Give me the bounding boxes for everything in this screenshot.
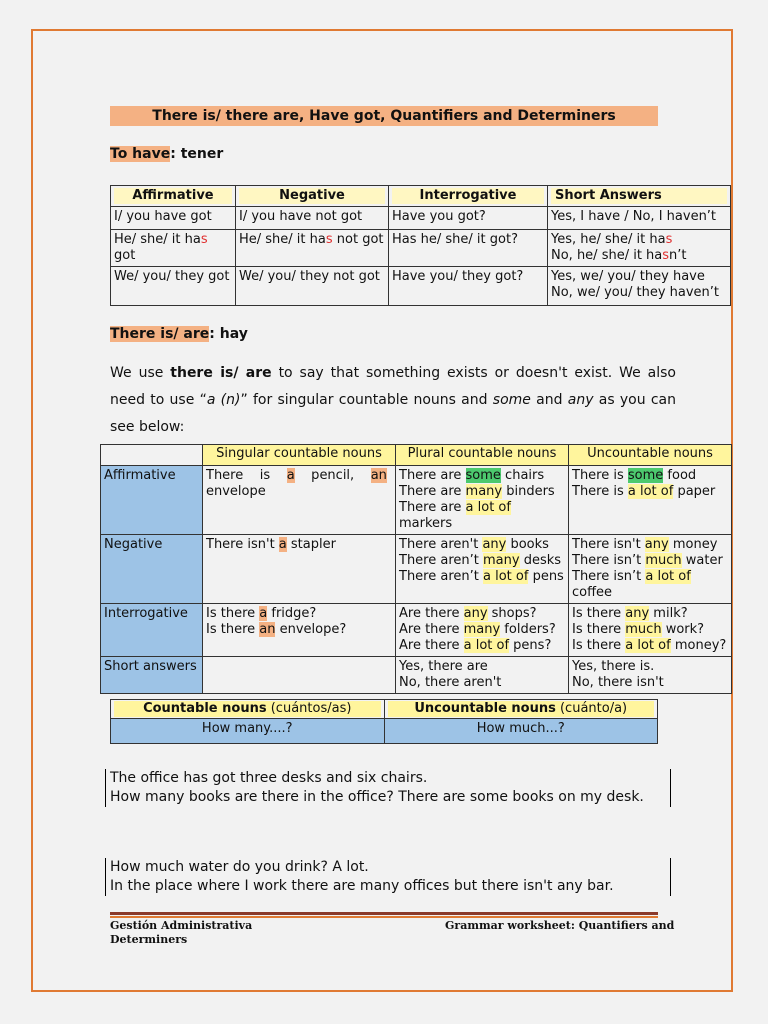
to-have-heading — [110, 145, 223, 163]
footer-right: Grammar worksheet: Quantifiers and — [445, 919, 675, 932]
row-label-short-answers: Short answers — [101, 657, 203, 694]
table-row — [101, 466, 732, 535]
to-have-translation: tener — [180, 146, 224, 162]
table-row — [101, 657, 732, 694]
cell: There are some chairs There are many binders There are a lot of markers — [396, 466, 569, 535]
cell: There isn't a stapler — [203, 535, 396, 604]
cell: Are there any shops? Are there many folders? Are there a lot of pens? — [396, 604, 569, 657]
cell: Have you/ they got? — [389, 267, 548, 306]
header-short-answers: Short Answers — [548, 186, 731, 207]
table-row — [111, 719, 658, 744]
there-is-translation: hay — [219, 326, 248, 342]
row-label-interrogative: Interrogative — [101, 604, 203, 657]
example-line: The office has got three desks and six chairs. — [110, 770, 428, 786]
cell: He/ she/ it has got — [111, 230, 236, 267]
row-label-affirmative: Affirmative — [101, 466, 203, 535]
example-line: In the place where I work there are many offices but there isn't any bar. — [110, 878, 614, 894]
example-block-2 — [105, 858, 671, 896]
to-have-sep: : — [170, 146, 176, 162]
header-negative: Negative — [236, 186, 389, 207]
cell: Yes, he/ she/ it has No, he/ she/ it hasn’t — [548, 230, 731, 267]
cell: Yes, I have / No, I haven’t — [548, 207, 731, 230]
cell: Yes, there is. No, there isn't — [569, 657, 732, 694]
table-row — [111, 207, 731, 230]
footer-left: Gestión Administrativa Determiners — [110, 919, 253, 946]
quantifiers-table — [100, 444, 732, 694]
header-singular: Singular countable nouns — [203, 445, 396, 466]
cell — [203, 657, 396, 694]
cell: We/ you/ they not got — [236, 267, 389, 306]
example-block-1 — [105, 769, 671, 807]
cell: Is there a fridge? Is there an envelope? — [203, 604, 396, 657]
table-row — [111, 230, 731, 267]
example-line: How much water do you drink? A lot. — [110, 859, 369, 875]
header-affirmative: Affirmative — [111, 186, 236, 207]
cell: Yes, we/ you/ they have No, we/ you/ they haven’t — [548, 267, 731, 306]
cell: There is a pencil, an envelope — [203, 466, 396, 535]
header-uncountable: Uncountable nouns — [569, 445, 732, 466]
intro-paragraph: We use there is/ are to say that something exists or doesn't exist. We also need to use “a (n)” for singular countable nouns and some and any as you can see below: — [110, 365, 676, 435]
table-row — [101, 604, 732, 657]
there-is-term: There is/ are — [110, 326, 210, 342]
cell: We/ you/ they got — [111, 267, 236, 306]
footer-rule-accent — [110, 916, 658, 918]
header-plural: Plural countable nouns — [396, 445, 569, 466]
how-many-much-table — [110, 699, 658, 744]
how-many-cell: How many....? — [111, 719, 385, 744]
to-have-term: To have — [110, 146, 171, 162]
cell: I/ you have got — [111, 207, 236, 230]
cell: Yes, there are No, there aren't — [396, 657, 569, 694]
cell: I/ you have not got — [236, 207, 389, 230]
page-title: There is/ there are, Have got, Quantifiers and Determiners — [110, 106, 658, 126]
footer-rule — [110, 912, 658, 915]
example-line: How many books are there in the office? There are some books on my desk. — [110, 789, 644, 805]
cell: There aren't any books There aren’t many desks There aren’t a lot of pens — [396, 535, 569, 604]
table-row — [101, 535, 732, 604]
have-got-table — [110, 185, 731, 306]
cell: There is some food There is a lot of paper — [569, 466, 732, 535]
cell: Has he/ she/ it got? — [389, 230, 548, 267]
header-uncountable-nouns: Uncountable nouns (cuánto/a) — [384, 700, 658, 719]
cell: Have you got? — [389, 207, 548, 230]
table-row — [111, 267, 731, 306]
cell: He/ she/ it has not got — [236, 230, 389, 267]
how-much-cell: How much...? — [384, 719, 658, 744]
cell: There isn't any money There isn’t much water There isn’t a lot of coffee — [569, 535, 732, 604]
cell: Is there any milk? Is there much work? Is there a lot of money? — [569, 604, 732, 657]
row-label-negative: Negative — [101, 535, 203, 604]
header-interrogative: Interrogative — [389, 186, 548, 207]
blank-header — [101, 445, 203, 466]
there-is-sep: : — [209, 326, 215, 342]
there-is-heading — [110, 325, 248, 343]
header-countable: Countable nouns (cuántos/as) — [111, 700, 385, 719]
